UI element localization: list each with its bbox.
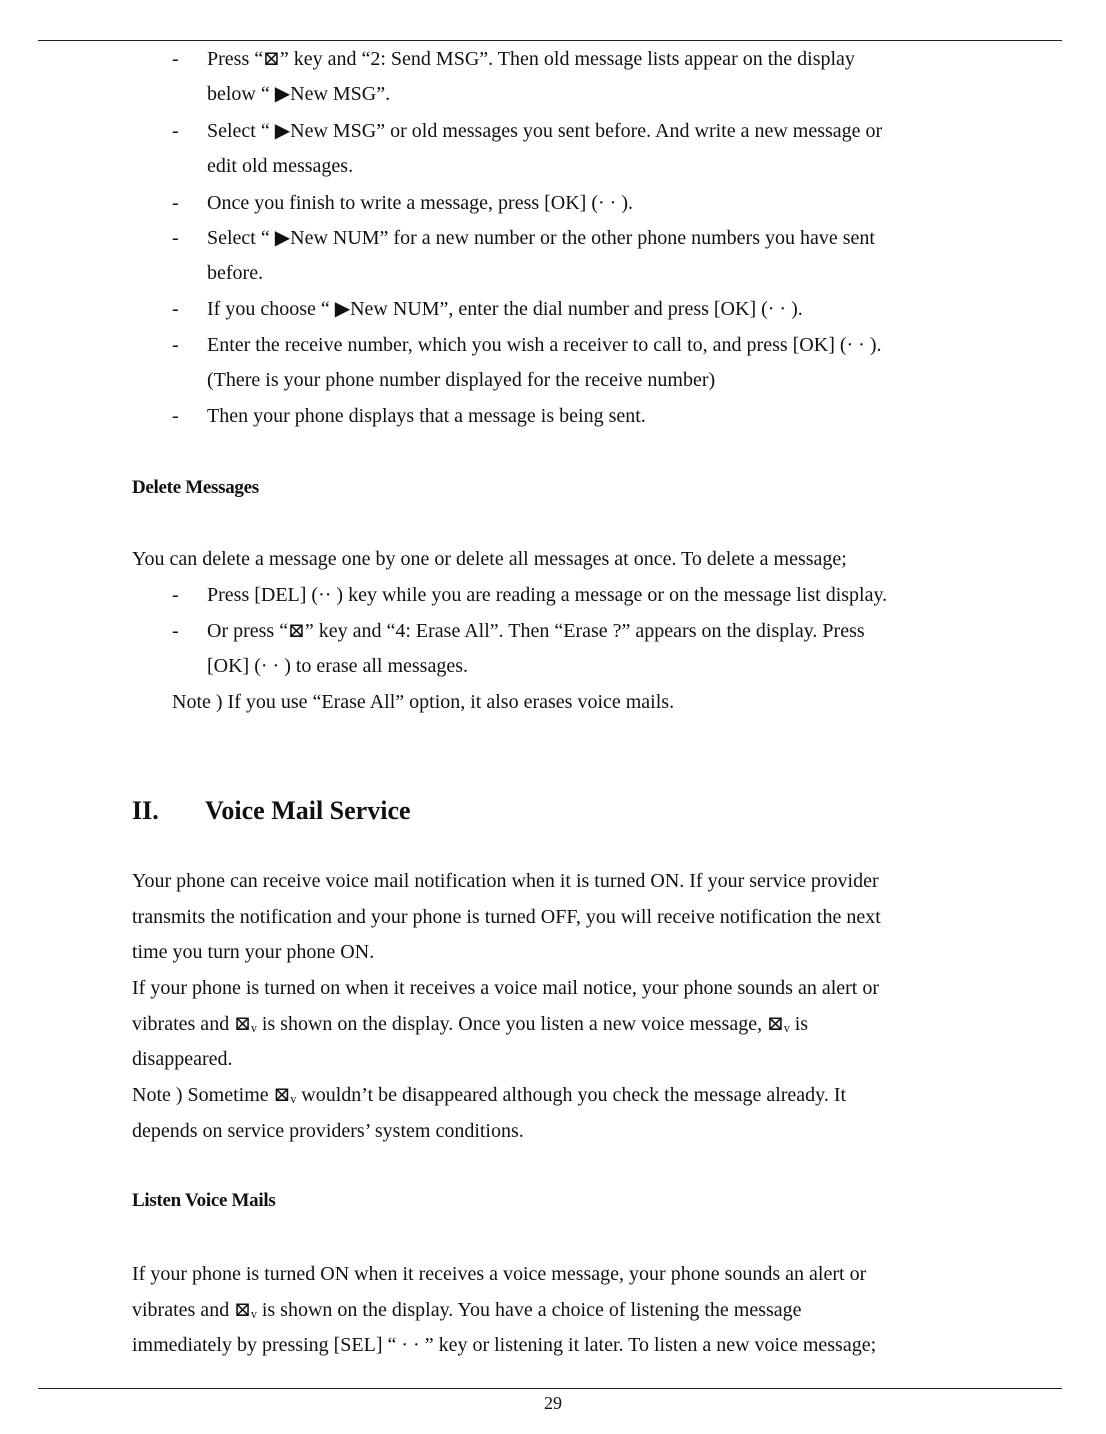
paragraph-line: transmits the notification and your phone is turned OFF, you will receive notification the next [132,906,881,928]
top-rule [38,40,1062,41]
bullet-line: Then your phone displays that a message is being sent. [207,405,646,427]
bullet-dash: - [172,584,179,606]
bullet-dash: - [172,192,179,214]
paragraph-line: disappeared. [132,1048,233,1070]
page-number: 29 [544,1393,562,1413]
bullet-dash: - [172,120,179,142]
paragraph-line: depends on service providers’ system conditions. [132,1120,524,1142]
bullet-line: Or press “⊠” key and “4: Erase All”. Then “Erase ?” appears on the display. Press [207,620,865,642]
bullet-line: (There is your phone number displayed for the receive number) [207,369,716,391]
bullet-line: Select “ ▶New MSG” or old messages you sent before. And write a new message or [207,120,883,142]
bullet-line: Press “⊠” key and “2: Send MSG”. Then old message lists appear on the display [207,48,855,70]
bullet-dash: - [172,48,179,70]
listen-voice-mails-heading: Listen Voice Mails [132,1190,276,1211]
paragraph-line: If your phone is turned ON when it receives a voice message, your phone sounds an alert or [132,1263,867,1285]
paragraph-line: time you turn your phone ON. [132,941,375,963]
bottom-rule [38,1388,1062,1389]
paragraph-line: immediately by pressing [SEL] “ · · ” key or listening it later. To listen a new voice message; [132,1334,877,1356]
bullet-dash: - [172,298,179,320]
bullet-line: If you choose “ ▶New NUM”, enter the dial number and press [OK] (· · ). [207,298,803,320]
bullet-line: Select “ ▶New NUM” for a new number or the other phone numbers you have sent [207,227,875,249]
paragraph-line: Your phone can receive voice mail notification when it is turned ON. If your service provider [132,870,879,892]
bullet-line: before. [207,262,264,284]
bullet-line: [OK] (· · ) to erase all messages. [207,655,469,677]
bullet-line: Press [DEL] (·· ) key while you are reading a message or on the message list display. [207,584,888,606]
bullet-line: Once you finish to write a message, press [OK] (· · ). [207,192,633,214]
bullet-line: below “ ▶New MSG”. [207,83,391,105]
paragraph-line: If your phone is turned on when it receives a voice mail notice, your phone sounds an alert or [132,977,880,999]
delete-intro: You can delete a message one by one or delete all messages at once. To delete a message; [132,548,847,570]
bullet-dash: - [172,227,179,249]
delete-note: Note ) If you use “Erase All” option, it also erases voice mails. [172,691,675,713]
paragraph-line: vibrates and ⊠ᵥ is shown on the display. Once you listen a new voice message, ⊠ᵥ is [132,1013,809,1035]
section-number: II. [132,796,159,825]
delete-messages-heading: Delete Messages [132,477,259,498]
bullet-line: edit old messages. [207,155,354,177]
paragraph-line: vibrates and ⊠ᵥ is shown on the display. You have a choice of listening the message [132,1299,802,1321]
paragraph-line: Note ) Sometime ⊠ᵥ wouldn’t be disappeared although you check the message already. It [132,1084,847,1106]
bullet-dash: - [172,620,179,642]
bullet-dash: - [172,405,179,427]
bullet-line: Enter the receive number, which you wish a receiver to call to, and press [OK] (· · ). [207,334,882,356]
bullet-dash: - [172,334,179,356]
section-title: Voice Mail Service [205,796,411,825]
